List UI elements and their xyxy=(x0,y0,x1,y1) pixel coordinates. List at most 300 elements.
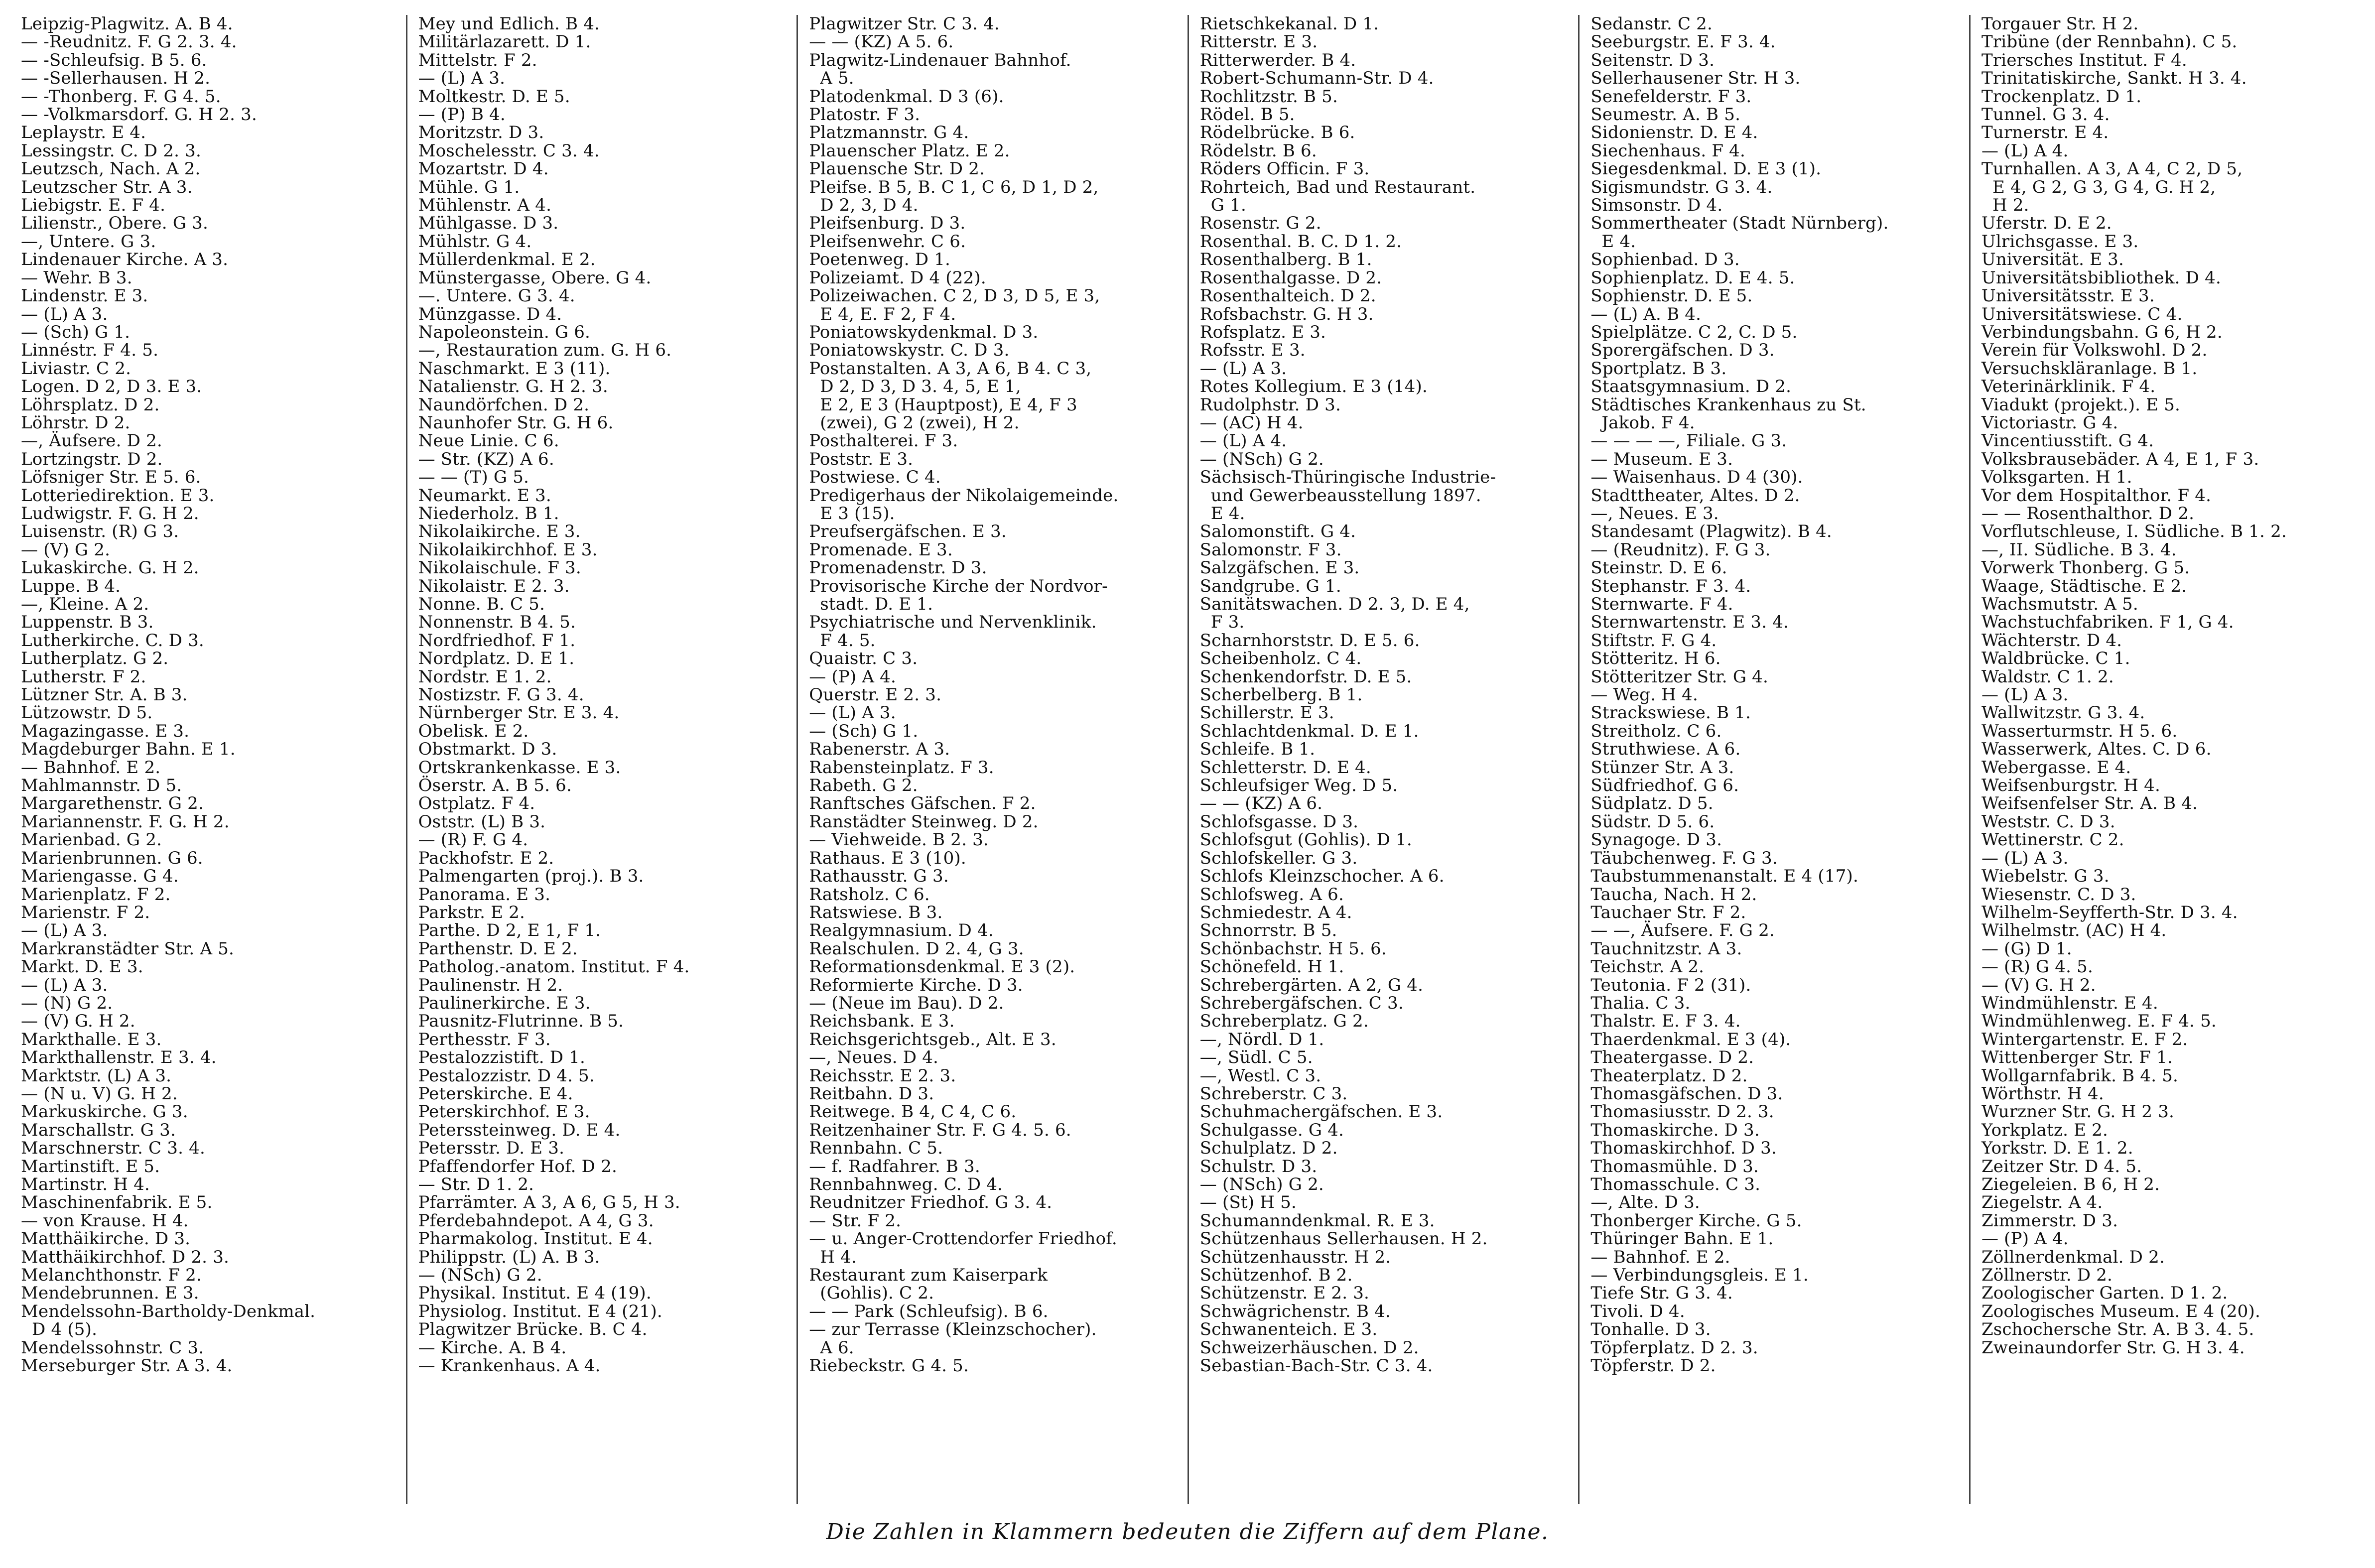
index-entry: Wallwitzstr. G 3. 4. xyxy=(1981,703,2145,723)
index-entry: — — (T) G 5. xyxy=(418,467,529,488)
index-entry: Nikolaischule. F 3. xyxy=(418,558,581,578)
index-entry: Zöllnerstr. D 2. xyxy=(1981,1265,2113,1286)
index-entry: Rochlitzstr. B 5. xyxy=(1199,86,1338,107)
index-entry: Magazingasse. E 3. xyxy=(21,721,190,741)
index-entry: Südplatz. D 5. xyxy=(1590,793,1714,814)
index-entry: Strackswiese. B 1. xyxy=(1590,703,1751,723)
index-entry: Reichsstr. E 2. 3. xyxy=(809,1065,956,1086)
index-entry: Peterskirchhof. E 3. xyxy=(418,1102,590,1122)
index-entry: — (L) A 3. xyxy=(21,920,108,941)
index-entry: — (Sch) G 1. xyxy=(809,721,919,741)
index-entry: Volksgarten. H 1. xyxy=(1981,467,2132,488)
index-entry: — (L) A 3. xyxy=(418,68,506,89)
index-entry: E 4, G 2, G 3, G 4, G. H 2, xyxy=(1981,177,2216,197)
index-entry: Zoologischer Garten. D 1. 2. xyxy=(1981,1283,2228,1304)
index-entry: Sternwarte. F 4. xyxy=(1590,594,1733,614)
index-entry: Posthalterei. F 3. xyxy=(809,431,958,451)
index-entry: Panorama. E 3. xyxy=(418,884,551,905)
index-entry: — Museum. E 3. xyxy=(1590,449,1733,469)
index-entry: Lindenstr. E 3. xyxy=(21,286,148,306)
index-entry: —, Äufsere. D 2. xyxy=(21,431,162,451)
index-entry: — (N u. V) G. H 2. xyxy=(21,1083,178,1104)
index-entry: Moritzstr. D 3. xyxy=(418,123,544,143)
index-entry: Schützenhaus Sellerhausen. H 2. xyxy=(1199,1229,1488,1249)
index-entry: Universitätsbibliothek. D 4. xyxy=(1981,267,2221,288)
index-entry: Sternwartenstr. E 3. 4. xyxy=(1590,612,1789,633)
index-entry: —, Neues. D 4. xyxy=(809,1047,939,1068)
index-entry: Wachstuchfabriken. F 1, G 4. xyxy=(1981,612,2234,633)
index-entry: Teichstr. A 2. xyxy=(1590,957,1705,977)
index-entry: Thalia. C 3. xyxy=(1590,993,1691,1013)
index-entry: Weifsenfelser Str. A. B 4. xyxy=(1981,793,2198,814)
index-entry: Schnorrstr. B 5. xyxy=(1199,920,1337,941)
index-entry: Rennbahn. C 5. xyxy=(809,1138,943,1159)
index-entry: Wurzner Str. G. H 2 3. xyxy=(1981,1102,2175,1122)
index-entry: — —, Äufsere. F. G 2. xyxy=(1590,920,1775,941)
index-entry: Niederholz. B 1. xyxy=(418,503,559,523)
index-entry: Ritterstr. E 3. xyxy=(1199,32,1318,52)
index-entry: — -Sellerhausen. H 2. xyxy=(21,68,211,89)
index-entry: Stötteritz. H 6. xyxy=(1590,649,1721,669)
index-entry: Städtisches Krankenhaus zu St. xyxy=(1590,394,1866,415)
index-entry: Marienbrunnen. G 6. xyxy=(21,848,203,868)
index-entry: Promenadenstr. D 3. xyxy=(809,558,987,578)
index-entry: Öserstr. A. B 5. 6. xyxy=(418,776,572,796)
index-entry: Salomonstr. F 3. xyxy=(1199,539,1342,560)
index-entry: Quaistr. C 3. xyxy=(809,649,918,669)
index-entry: Simsonstr. D 4. xyxy=(1590,195,1723,216)
index-entry: Leipzig-Plagwitz. A. B 4. xyxy=(21,15,233,34)
index-entry: Pleifse. B 5, B. C 1, C 6, D 1, D 2, xyxy=(809,177,1099,197)
index-entry: Schenkendorfstr. D. E 5. xyxy=(1199,666,1412,687)
index-entry: Tauchnitzstr. A 3. xyxy=(1590,938,1742,959)
index-entry: Poststr. E 3. xyxy=(809,449,914,469)
index-entry: Rödelstr. B 6. xyxy=(1199,140,1317,161)
index-entry: Tiefe Str. G 3. 4. xyxy=(1590,1283,1733,1304)
index-entry: Töpferplatz. D 2. 3. xyxy=(1590,1337,1758,1358)
index-entry: Rudolphstr. D 3. xyxy=(1199,394,1341,415)
index-entry: (Gohlis). C 2. xyxy=(809,1283,934,1304)
index-entry: Lotteriedirektion. E 3. xyxy=(21,485,215,506)
index-entry: Taucha, Nach. H 2. xyxy=(1590,884,1757,905)
index-entry: Vor dem Hospitalthor. F 4. xyxy=(1981,485,2212,506)
index-entry: Röders Officin. F 3. xyxy=(1199,159,1370,179)
index-entry: Südstr. D 5. 6. xyxy=(1590,811,1715,832)
index-entry: Poetenweg. D 1. xyxy=(809,250,951,270)
index-entry: Predigerhaus der Nikolaigemeinde. xyxy=(809,485,1119,506)
index-entry: Schlofsgut (Gohlis). D 1. xyxy=(1199,830,1412,850)
index-entry: — (L) A 4. xyxy=(1199,431,1287,451)
index-entry: Robert-Schumann-Str. D 4. xyxy=(1199,68,1434,89)
index-entry: — (L) A 3. xyxy=(21,975,108,995)
index-entry: Zschochersche Str. A. B 3. 4. 5. xyxy=(1981,1319,2254,1340)
index-column-2 xyxy=(406,15,797,1504)
index-entry: E 3 (15). xyxy=(809,503,895,523)
index-entry: Scheibenholz. C 4. xyxy=(1199,649,1362,669)
index-entry: Naunhofer Str. G. H 6. xyxy=(418,412,614,433)
index-entry: — — Rosenthalthor. D 2. xyxy=(1981,503,2195,523)
index-entry: Salomonstift. G 4. xyxy=(1199,522,1356,542)
index-entry: — (L) A 3. xyxy=(21,304,108,324)
index-entry: Lukaskirche. G. H 2. xyxy=(21,558,199,578)
index-entry: Pfaffendorfer Hof. D 2. xyxy=(418,1156,617,1176)
index-entry: Rohrteich, Bad und Restaurant. xyxy=(1199,177,1476,197)
index-entry: Sellerhausener Str. H 3. xyxy=(1590,68,1801,89)
index-entry: — (L) A 3. xyxy=(1981,685,2069,705)
index-entry: — (L) A 4. xyxy=(1981,140,2069,161)
index-entry: Poniatowskydenkmal. D 3. xyxy=(809,322,1039,342)
index-entry: — (Reudnitz). F. G 3. xyxy=(1590,539,1771,560)
index-entry: Tribüne (der Rennbahn). C 5. xyxy=(1981,32,2238,52)
index-entry: Margarethenstr. G 2. xyxy=(21,793,204,814)
index-entry: Physikal. Institut. E 4 (19). xyxy=(418,1283,652,1304)
index-entry: Schumanndenkmal. R. E 3. xyxy=(1199,1210,1435,1231)
index-entry: Rosenthalteich. D 2. xyxy=(1199,286,1376,306)
index-entry: Perthesstr. F 3. xyxy=(418,1029,551,1049)
index-entry: Waage, Städtische. E 2. xyxy=(1981,576,2187,596)
index-entry: Liebigstr. E. F 4. xyxy=(21,195,166,216)
index-entry: — — — —, Filiale. G 3. xyxy=(1590,431,1787,451)
index-entry: Mendelssohnstr. C 3. xyxy=(21,1337,204,1358)
index-entry: Mühlstr. G 4. xyxy=(418,231,532,252)
index-entry: Sophienbad. D 3. xyxy=(1590,250,1740,270)
index-entry: Markthallenstr. E 3. 4. xyxy=(21,1047,217,1068)
index-entry: Windmühlenstr. E 4. xyxy=(1981,993,2158,1013)
index-entry: Löhrstr. D 2. xyxy=(21,412,131,433)
index-entry: Schlachtdenkmal. D. E 1. xyxy=(1199,721,1419,741)
index-entry: — Weg. H 4. xyxy=(1590,685,1698,705)
index-entry: Marschnerstr. C 3. 4. xyxy=(21,1138,205,1159)
index-entry: E 4, E. F 2, F 4. xyxy=(809,304,956,324)
index-entry: Luppenstr. B 3. xyxy=(21,612,154,633)
index-entry: Peterssteinweg. D. E 4. xyxy=(418,1120,621,1140)
index-entry: Scherbelberg. B 1. xyxy=(1199,685,1363,705)
index-entry: Rathausstr. G 3. xyxy=(809,866,949,887)
index-entry: Mozartstr. D 4. xyxy=(418,159,549,179)
index-entry: Stünzer Str. A 3. xyxy=(1590,757,1734,778)
index-entry: Sidonienstr. D. E 4. xyxy=(1590,123,1758,143)
index-entry: Thalstr. E. F 3. 4. xyxy=(1590,1011,1741,1032)
index-entry: Schlofs Kleinzschocher. A 6. xyxy=(1199,866,1445,887)
index-entry: Weifsenburgstr. H 4. xyxy=(1981,776,2161,796)
index-entry: Pausnitz-Flutrinne. B 5. xyxy=(418,1011,624,1032)
index-entry: Luisenstr. (R) G 3. xyxy=(21,522,179,542)
index-entry: Wörthstr. H 4. xyxy=(1981,1083,2104,1104)
index-entry: Ziegeleien. B 6, H 2. xyxy=(1981,1175,2160,1194)
index-entry: Turnerstr. E 4. xyxy=(1981,123,2109,143)
index-entry: Sandgrube. G 1. xyxy=(1199,576,1341,596)
index-entry: Mühlgasse. D 3. xyxy=(418,213,559,234)
index-entry: Petersstr. D. E 3. xyxy=(418,1138,565,1159)
index-entry: Wettinerstr. C 2. xyxy=(1981,830,2124,850)
index-entry: Pferdebahndepot. A 4, G 3. xyxy=(418,1210,654,1231)
index-entry: — (V) G. H 2. xyxy=(1981,975,2096,995)
index-entry: Mendebrunnen. E 3. xyxy=(21,1283,199,1304)
index-entry: Schützenhof. B 2. xyxy=(1199,1265,1353,1286)
index-entry: Markranstädter Str. A 5. xyxy=(21,938,235,959)
index-entry: A 5. xyxy=(809,68,854,89)
index-entry: Töpferstr. D 2. xyxy=(1590,1356,1716,1376)
index-entry: —, Neues. E 3. xyxy=(1590,503,1719,523)
index-entry: Seitenstr. D 3. xyxy=(1590,50,1715,70)
index-entry: E 4. xyxy=(1199,503,1245,523)
index-entry: D 2, D 3, D 3. 4, 5, E 1, xyxy=(809,377,1021,397)
index-entry: Reformierte Kirche. D 3. xyxy=(809,975,1023,995)
index-entry: Rathaus. E 3 (10). xyxy=(809,848,966,868)
index-entry: Ranftsches Gäfschen. F 2. xyxy=(809,793,1036,814)
index-entry: Rabeth. G 2. xyxy=(809,776,918,796)
index-entry: Rabensteinplatz. F 3. xyxy=(809,757,994,778)
index-entry: Mahlmannstr. D 5. xyxy=(21,776,182,796)
index-entry: — u. Anger-Crottendorfer Friedhof. xyxy=(809,1229,1117,1249)
index-entry: Veterinärklinik. F 4. xyxy=(1981,377,2156,397)
index-column-1 xyxy=(15,15,406,1504)
index-entry: Schlofsgasse. D 3. xyxy=(1199,811,1359,832)
index-entry: H 4. xyxy=(809,1247,857,1267)
index-entry: —, Alte. D 3. xyxy=(1590,1192,1700,1213)
index-entry: Ratsholz. C 6. xyxy=(809,884,930,905)
index-entry: — (N) G 2. xyxy=(21,993,113,1013)
index-entry: Tivoli. D 4. xyxy=(1590,1301,1685,1321)
index-entry: — (R) G 4. 5. xyxy=(1981,957,2093,977)
index-entry: Parthenstr. D. E 2. xyxy=(418,938,578,959)
index-entry: D 4 (5). xyxy=(21,1319,98,1340)
index-entry: — (Neue im Bau). D 2. xyxy=(809,993,1004,1013)
index-entry: Täubchenweg. F. G 3. xyxy=(1590,848,1778,868)
index-entry: Obstmarkt. D 3. xyxy=(418,739,557,760)
index-entry: Stötteritzer Str. G 4. xyxy=(1590,666,1769,687)
index-entry: Peterskirche. E 4. xyxy=(418,1083,573,1104)
index-entry: Schreberplatz. G 2. xyxy=(1199,1011,1369,1032)
index-entry: Nordstr. E 1. 2. xyxy=(418,666,552,687)
index-entry: Vorwerk Thonberg. G 5. xyxy=(1981,558,2190,578)
index-entry: Pestalozzistift. D 1. xyxy=(418,1047,586,1068)
index-entry: Rosenthal. B. C. D 1. 2. xyxy=(1199,231,1402,252)
index-entry: Weststr. C. D 3. xyxy=(1981,811,2115,832)
index-entry: Senefelderstr. F 3. xyxy=(1590,86,1752,107)
index-entry: Nikolaikirche. E 3. xyxy=(418,522,581,542)
index-entry: — (NSch) G 2. xyxy=(418,1265,542,1286)
index-entry: Marienstr. F 2. xyxy=(21,902,150,922)
index-entry: Packhofstr. E 2. xyxy=(418,848,554,868)
index-entry: Wiebelstr. G 3. xyxy=(1981,866,2110,887)
index-entry: Universitätsstr. E 3. xyxy=(1981,286,2155,306)
index-entry: Wachsmutstr. A 5. xyxy=(1981,594,2138,614)
index-entry: Nostizstr. F. G 3. 4. xyxy=(418,685,584,705)
index-entry: Plagwitz-Lindenauer Bahnhof. xyxy=(809,50,1071,70)
index-entry: Waldbrücke. C 1. xyxy=(1981,649,2130,669)
index-entry: Ostplatz. F 4. xyxy=(418,793,535,814)
index-entry: Luppe. B 4. xyxy=(21,576,121,596)
index-entry: Platodenkmal. D 3 (6). xyxy=(809,86,1004,107)
index-entry: — Str. D 1. 2. xyxy=(418,1175,534,1194)
index-entry: Postanstalten. A 3, A 6, B 4. C 3, xyxy=(809,358,1092,379)
index-entry: und Gewerbeausstellung 1897. xyxy=(1199,485,1481,506)
index-entry: Struthwiese. A 6. xyxy=(1590,739,1741,760)
index-entry: Schillerstr. E 3. xyxy=(1199,703,1334,723)
index-entry: Patholog.-anatom. Institut. F 4. xyxy=(418,957,690,977)
index-entry: Psychiatrische und Nervenklinik. xyxy=(809,612,1097,633)
index-entry: Marschallstr. G 3. xyxy=(21,1120,176,1140)
index-column-3 xyxy=(796,15,1188,1504)
index-entry: Plauenscher Platz. E 2. xyxy=(809,140,1010,161)
index-column-4 xyxy=(1188,15,1579,1504)
index-entry: Moschelesstr. C 3. 4. xyxy=(418,140,600,161)
index-entry: Yorkstr. D. E 1. 2. xyxy=(1981,1138,2133,1159)
index-entry: Seeburgstr. E. F 3. 4. xyxy=(1590,32,1776,52)
index-entry: Schmiedestr. A 4. xyxy=(1199,902,1352,922)
index-entry: Steinstr. D. E 6. xyxy=(1590,558,1727,578)
index-entry: Pharmakolog. Institut. E 4. xyxy=(418,1229,653,1249)
index-entry: Vorflutschleuse, I. Südliche. B 1. 2. xyxy=(1981,522,2287,542)
index-entry: — Viehweide. B 2. 3. xyxy=(809,830,989,850)
index-entry: Lilienstr., Obere. G 3. xyxy=(21,213,209,234)
index-entry: Naundörfchen. D 2. xyxy=(418,394,590,415)
index-entry: Martinstr. H 4. xyxy=(21,1175,150,1194)
index-entry: Thomaskirchhof. D 3. xyxy=(1590,1138,1777,1159)
index-entry: Webergasse. E 4. xyxy=(1981,757,2131,778)
index-entry: Physiolog. Institut. E 4 (21). xyxy=(418,1301,662,1321)
index-entry: Pfarrämter. A 3, A 6, G 5, H 3. xyxy=(418,1192,680,1213)
index-entry: — (Sch) G 1. xyxy=(21,322,131,342)
index-entry: Nordfriedhof. F 1. xyxy=(418,630,576,651)
index-entry: Sporergäfschen. D 3. xyxy=(1590,340,1775,361)
index-entry: Verbindungsbahn. G 6, H 2. xyxy=(1981,322,2223,342)
index-entry: Schönbachstr. H 5. 6. xyxy=(1199,938,1387,959)
index-entry: Nonne. B. C 5. xyxy=(418,594,545,614)
index-entry: Rofsstr. E 3. xyxy=(1199,340,1306,361)
index-entry: — -Reudnitz. F. G 2. 3. 4. xyxy=(21,32,237,52)
index-entry: — (L) A 3. xyxy=(1981,848,2069,868)
index-entry: Schlofskeller. G 3. xyxy=(1199,848,1358,868)
index-entry: — (G) D 1. xyxy=(1981,938,2072,959)
index-entry: — -Volkmarsdorf. G. H 2. 3. xyxy=(21,105,257,125)
index-entry: Jakob. F 4. xyxy=(1590,412,1695,433)
index-entry: Viadukt (projekt.). E 5. xyxy=(1981,394,2181,415)
index-entry: Riebeckstr. G 4. 5. xyxy=(809,1356,969,1376)
index-entry: Versuchskläranlage. B 1. xyxy=(1981,358,2198,379)
index-entry: Schützenhausstr. H 2. xyxy=(1199,1247,1391,1267)
index-entry: Streitholz. C 6. xyxy=(1590,721,1722,741)
index-entry: F 4. 5. xyxy=(809,630,876,651)
index-entry: Naschmarkt. E 3 (11). xyxy=(418,358,611,379)
index-entry: — — (KZ) A 6. xyxy=(1199,793,1323,814)
index-entry: Löfsniger Str. E 5. 6. xyxy=(21,467,201,488)
index-entry: — (P) B 4. xyxy=(418,105,506,125)
index-entry: Torgauer Str. H 2. xyxy=(1981,15,2139,34)
index-entry: Sophienplatz. D. E 4. 5. xyxy=(1590,267,1795,288)
index-entry: — (P) A 4. xyxy=(1981,1229,2069,1249)
index-entry: Verein für Volkswohl. D 2. xyxy=(1981,340,2208,361)
index-entry: Schweizerhäuschen. D 2. xyxy=(1199,1337,1419,1358)
index-entry: Parkstr. E 2. xyxy=(418,902,525,922)
index-entry: — Str. F 2. xyxy=(809,1210,902,1231)
index-entry: Ortskrankenkasse. E 3. xyxy=(418,757,621,778)
index-entry: — (V) G 2. xyxy=(21,539,111,560)
index-entry: Rofsplatz. E 3. xyxy=(1199,322,1326,342)
index-entry: A 6. xyxy=(809,1337,854,1358)
index-entry: Reitwege. B 4, C 4, C 6. xyxy=(809,1102,1017,1122)
index-entry: Münstergasse, Obere. G 4. xyxy=(418,267,652,288)
index-entry: Lutherplatz. G 2. xyxy=(21,649,169,669)
index-entry: Wächterstr. D 4. xyxy=(1981,630,2122,651)
index-entry: Thaerdenkmal. E 3 (4). xyxy=(1590,1029,1791,1049)
index-entry: Nordplatz. D. E 1. xyxy=(418,649,575,669)
index-entry: Lindenauer Kirche. A 3. xyxy=(21,250,229,270)
index-entry: Realgymnasium. D 4. xyxy=(809,920,994,941)
index-entry: Universität. E 3. xyxy=(1981,250,2124,270)
index-entry: Ziegelstr. A 4. xyxy=(1981,1192,2103,1213)
index-entry: Triersches Institut. F 4. xyxy=(1981,50,2187,70)
index-entry: Reichsgerichtsgeb., Alt. E 3. xyxy=(809,1029,1056,1049)
index-entry: D 2, 3, D 4. xyxy=(809,195,919,216)
index-entry: Wilhelm-Seyfferth-Str. D 3. 4. xyxy=(1981,902,2238,922)
index-entry: Schreberstr. C 3. xyxy=(1199,1083,1348,1104)
index-entry: Merseburger Str. A 3. 4. xyxy=(21,1356,233,1376)
index-entry: Nürnberger Str. E 3. 4. xyxy=(418,703,620,723)
index-entry: Rietschkekanal. D 1. xyxy=(1199,15,1379,34)
index-entry: Yorkplatz. E 2. xyxy=(1981,1120,2108,1140)
index-entry: Schrebergäfschen. C 3. xyxy=(1199,993,1404,1013)
index-entry: stadt. D. E 1. xyxy=(809,594,933,614)
index-entry: Napoleonstein. G 6. xyxy=(418,322,591,342)
index-entry: Leutzsch, Nach. A 2. xyxy=(21,159,201,179)
index-entry: H 2. xyxy=(1981,195,2029,216)
index-entry: Markt. D. E 3. xyxy=(21,957,143,977)
index-entry: Sedanstr. C 2. xyxy=(1590,15,1713,34)
index-entry: Schwanenteich. E 3. xyxy=(1199,1319,1378,1340)
index-entry: — Bahnhof. E 2. xyxy=(1590,1247,1730,1267)
index-entry: Mühle. G 1. xyxy=(418,177,520,197)
index-entry: Rennbahnweg. C. D 4. xyxy=(809,1175,1003,1194)
index-entry: — (V) G. H 2. xyxy=(21,1011,135,1032)
index-entry: Plagwitzer Str. C 3. 4. xyxy=(809,15,1000,34)
index-entry: — zur Terrasse (Kleinzschocher). xyxy=(809,1319,1097,1340)
index-entry: Tauchaer Str. F 2. xyxy=(1590,902,1746,922)
index-entry: Platostr. F 3. xyxy=(809,105,921,125)
index-entry: Ratswiese. B 3. xyxy=(809,902,943,922)
index-entry: Teutonia. F 2 (31). xyxy=(1590,975,1751,995)
index-entry: —, Westl. C 3. xyxy=(1199,1065,1321,1086)
index-entry: Marienbad. G 2. xyxy=(21,830,162,850)
index-entry: Linnéstr. F 4. 5. xyxy=(21,340,159,361)
index-entry: Logen. D 2, D 3. E 3. xyxy=(21,377,202,397)
index-entry: Mendelssohn-Bartholdy-Denkmal. xyxy=(21,1301,316,1321)
index-entry: Zimmerstr. D 3. xyxy=(1981,1210,2118,1231)
index-entry: — — (KZ) A 5. 6. xyxy=(809,32,954,52)
index-entry: Leutzscher Str. A 3. xyxy=(21,177,193,197)
index-column-6 xyxy=(1969,15,2360,1504)
index-entry: Reitzenhainer Str. F. G 4. 5. 6. xyxy=(809,1120,1071,1140)
index-entry: Natalienstr. G. H 2. 3. xyxy=(418,377,608,397)
index-entry: — (R) F. G 4. xyxy=(418,830,528,850)
index-entry: Rosenthalberg. B 1. xyxy=(1199,250,1372,270)
index-entry: Löhrsplatz. D 2. xyxy=(21,394,160,415)
index-entry: Rödelbrücke. B 6. xyxy=(1199,123,1355,143)
index-entry: Pestalozzistr. D 4. 5. xyxy=(418,1065,595,1086)
index-entry: Münzgasse. D 4. xyxy=(418,304,562,324)
index-entry: Tunnel. G 3. 4. xyxy=(1981,105,2110,125)
index-entry: Thüringer Bahn. E 1. xyxy=(1590,1229,1774,1249)
index-entry: Magdeburger Bahn. E 1. xyxy=(21,739,236,760)
index-entry: Zoologisches Museum. E 4 (20). xyxy=(1981,1301,2260,1321)
index-entry: Wasserturmstr. H 5. 6. xyxy=(1981,721,2178,741)
index-entry: Tonhalle. D 3. xyxy=(1590,1319,1711,1340)
index-entry: Zeitzer Str. D 4. 5. xyxy=(1981,1156,2142,1176)
index-entry: Staatsgymnasium. D 2. xyxy=(1590,377,1792,397)
index-entry: Siegesdenkmal. D. E 3 (1). xyxy=(1590,159,1822,179)
index-entry: — -Thonberg. F. G 4. 5. xyxy=(21,86,221,107)
